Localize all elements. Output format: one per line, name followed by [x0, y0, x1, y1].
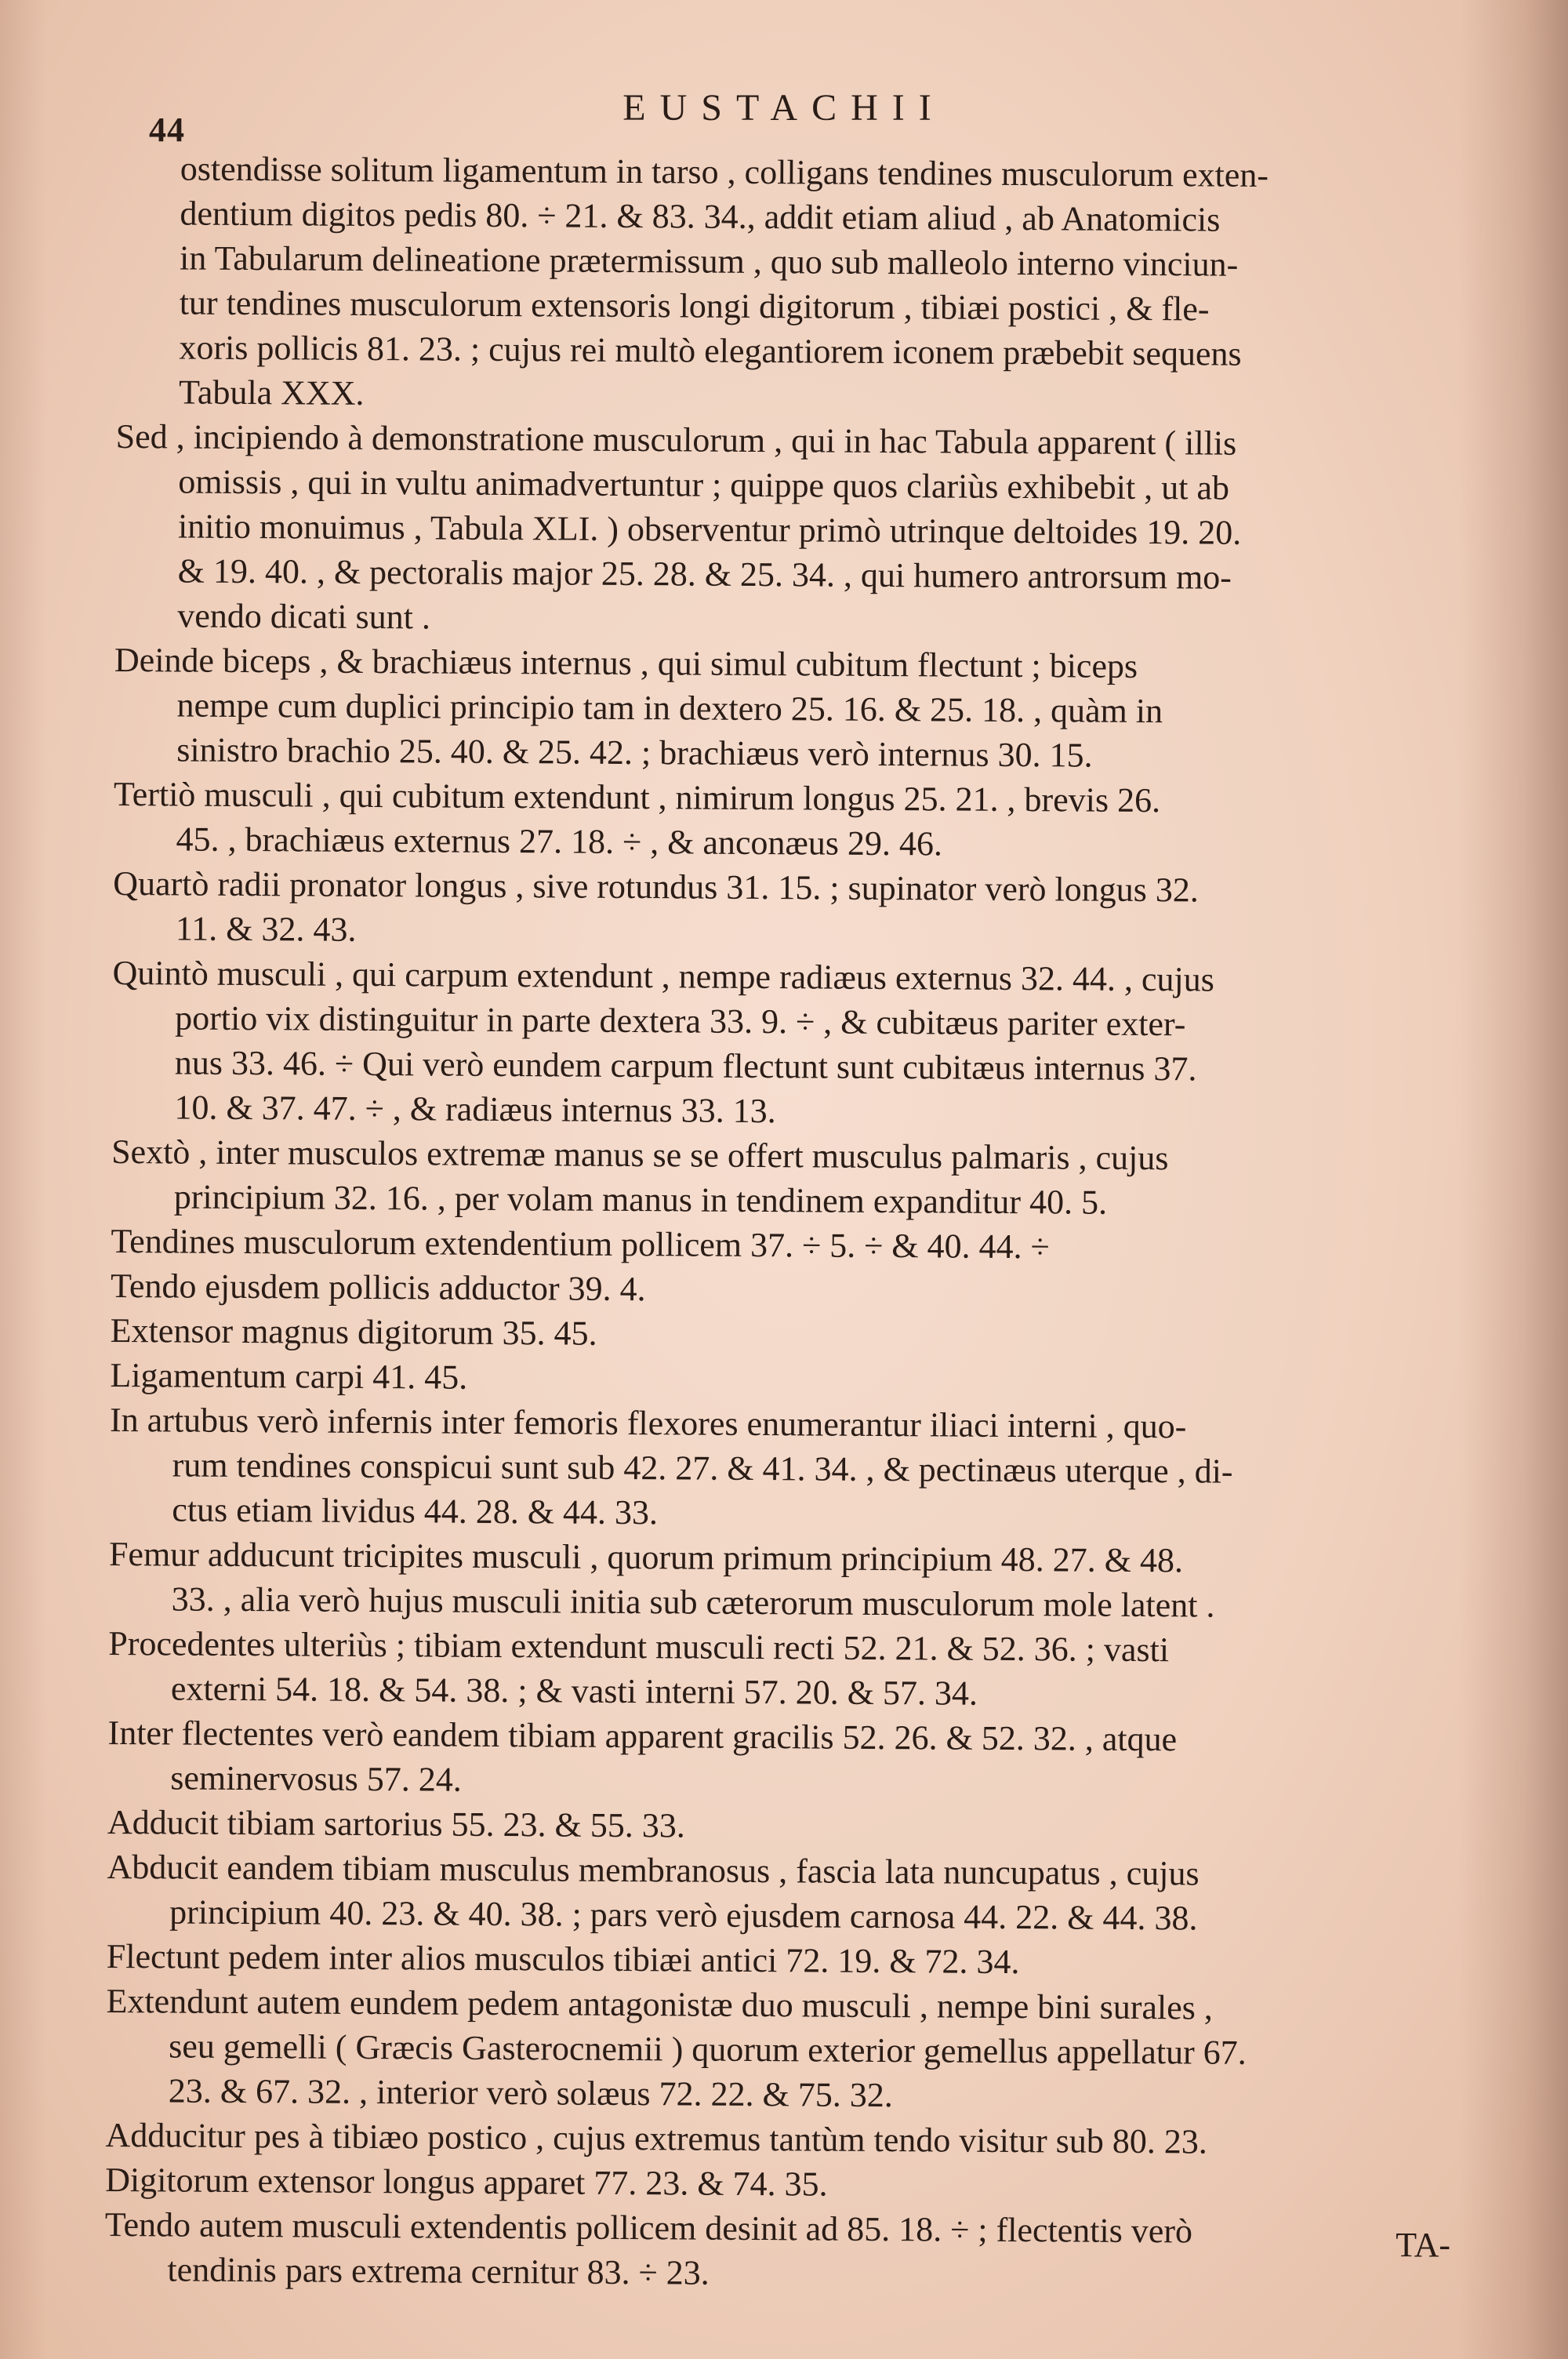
- text-line: sinistro brachio 25. 40. & 25. 42. ; brachiæus verò internus 30. 15.: [176, 730, 1093, 775]
- text-line: Tendo autem musculi extendentis pollicem desinit ad 85. 18. ÷ ; flectentis verò: [104, 2205, 1193, 2251]
- text-line: Adducitur pes à tibiæo postico , cujus extremus tantùm tendo visitur sub 80. 23.: [105, 2115, 1208, 2161]
- running-head: EUSTACHII: [622, 87, 946, 129]
- text-line: externi 54. 18. & 54. 38. ; & vasti interni 57. 20. & 57. 34.: [170, 1669, 978, 1713]
- text-line: In artubus verò infernis inter femoris flexores enumerantur iliaci interni , quo-: [109, 1400, 1187, 1446]
- text-line: Digitorum extensor longus apparet 77. 23. & 74. 35.: [105, 2160, 828, 2204]
- text-line: in Tabularum delineatione prætermissum , quo sub malleolo interno vinciun-: [179, 238, 1239, 284]
- text-line: Quartò radii pronator longus , sive rotundus 31. 15. ; supinator verò longus 32.: [113, 863, 1199, 910]
- page-number: 44: [149, 111, 185, 149]
- text-line: Tabula XXX.: [178, 373, 365, 413]
- text-line: Ligamentum carpi 41. 45.: [110, 1355, 468, 1397]
- text-line: tendinis pars extrema cernitur 83. ÷ 23.: [167, 2250, 710, 2292]
- text-line: initio monuimus , Tabula XLI. ) observentur primò utrinque deltoides 19. 20.: [177, 507, 1242, 552]
- text-line: 11. & 32. 43.: [175, 909, 357, 949]
- text-line: Tertiò musculi , qui cubitum extendunt , nimirum longus 25. 21. , brevis 26.: [113, 774, 1161, 820]
- text-line: 33. , alia verò hujus musculi initia sub cæterorum musculorum mole latent .: [171, 1579, 1215, 1625]
- text-line: ostendisse solitum ligamentum in tarso , colligans tendines musculorum exten-: [180, 149, 1269, 194]
- text-line: 23. & 67. 32. , interior verò solæus 72. 22. & 75. 32.: [168, 2071, 893, 2115]
- text-line: xoris pollicis 81. 23. ; cujus rei multò elegantiorem iconem præbebit sequens: [179, 328, 1242, 373]
- text-line: 10. & 37. 47. ÷ , & radiæus internus 33. 13.: [174, 1088, 776, 1131]
- text-line: nempe cum duplici principio tam in dextero 25. 16. & 25. 18. , quàm in: [176, 685, 1163, 731]
- text-line: principium 40. 23. & 40. 38. ; pars verò ejusdem carnosa 44. 22. & 44. 38.: [169, 1892, 1198, 1938]
- text-line: Procedentes ulteriùs ; tibiam extendunt musculi recti 52. 21. & 52. 36. ; vasti: [108, 1623, 1170, 1670]
- text-line: Abducit eandem tibiam musculus membranosus , fascia lata nuncupatus , cujus: [107, 1847, 1200, 1893]
- text-line: seminervosus 57. 24.: [170, 1758, 462, 1799]
- text-line: Sextò , inter musculos extremæ manus se se offert musculus palmaris , cujus: [111, 1132, 1169, 1178]
- text-line: Quintò musculi , qui carpum extendunt , nempe radiæus externus 32. 44. , cujus: [112, 953, 1215, 999]
- text-line: 45. , brachiæus externus 27. 18. ÷ , & anconæus 29. 46.: [176, 820, 943, 863]
- text-line: rum tendines conspicui sunt sub 42. 27. & 41. 34. , & pectinæus uterque , di-: [172, 1445, 1233, 1491]
- text-line: nus 33. 46. ÷ Qui verò eundem carpum flectunt sunt cubitæus internus 37.: [174, 1043, 1197, 1089]
- text-line: Extendunt autem eundem pedem antagonistæ duo musculi , nempe bini surales ,: [106, 1981, 1214, 2027]
- text-line: Sed , incipiendo à demonstratione musculorum , qui in hac Tabula apparent ( illis: [115, 416, 1237, 463]
- text-line: ctus etiam lividus 44. 28. & 44. 33.: [172, 1490, 659, 1532]
- text-line: Extensor magnus digitorum 35. 45.: [110, 1310, 597, 1353]
- text-line: Inter flectentes verò eandem tibiam apparent gracilis 52. 26. & 52. 32. , atque: [107, 1713, 1178, 1759]
- text-line: dentium digitos pedis 80. ÷ 21. & 83. 34., addit etiam aliud , ab Anatomicis: [180, 194, 1221, 239]
- text-line: portio vix distinguitur in parte dextera 33. 9. ÷ , & cubitæus pariter exter-: [175, 998, 1186, 1044]
- text-line: Tendo ejusdem pollicis adductor 39. 4.: [110, 1266, 646, 1309]
- catchword: TA-: [1396, 2226, 1450, 2264]
- gutter-shadow: [0, 0, 47, 2359]
- text-line: seu gemelli ( Græcis Gasterocnemii ) quorum exterior gemellus appellatur 67.: [169, 2026, 1247, 2072]
- text-line: Adducit tibiam sartorius 55. 23. & 55. 33.: [107, 1802, 686, 1845]
- text-line: Deinde biceps , & brachiæus internus , qui simul cubitum flectunt ; biceps: [114, 640, 1138, 685]
- text-line: & 19. 40. , & pectoralis major 25. 28. & 25. 34. , qui humero antrorsum mo-: [177, 551, 1232, 597]
- text-line: tur tendines musculorum extensoris longi digitorum , tibiæi postici , & fle-: [179, 283, 1210, 329]
- text-line: Femur adducunt tricipites musculi , quorum primum principium 48. 27. & 48.: [108, 1534, 1184, 1580]
- text-line: Tendines musculorum extendentium pollicem 37. ÷ 5. ÷ & 40. 44. ÷: [111, 1221, 1050, 1267]
- body-text: [104, 146, 1482, 2300]
- text-line: vendo dicati sunt .: [177, 596, 431, 637]
- text-line: principium 32. 16. , per volam manus in tendinem expanditur 40. 5.: [173, 1177, 1108, 1222]
- text-line: Flectunt pedem inter alios musculos tibiæi antici 72. 19. & 72. 34.: [106, 1936, 1020, 1982]
- text-line: omissis , qui in vultu animadvertuntur ; quippe quos clariùs exhibebit , ut ab: [178, 462, 1230, 507]
